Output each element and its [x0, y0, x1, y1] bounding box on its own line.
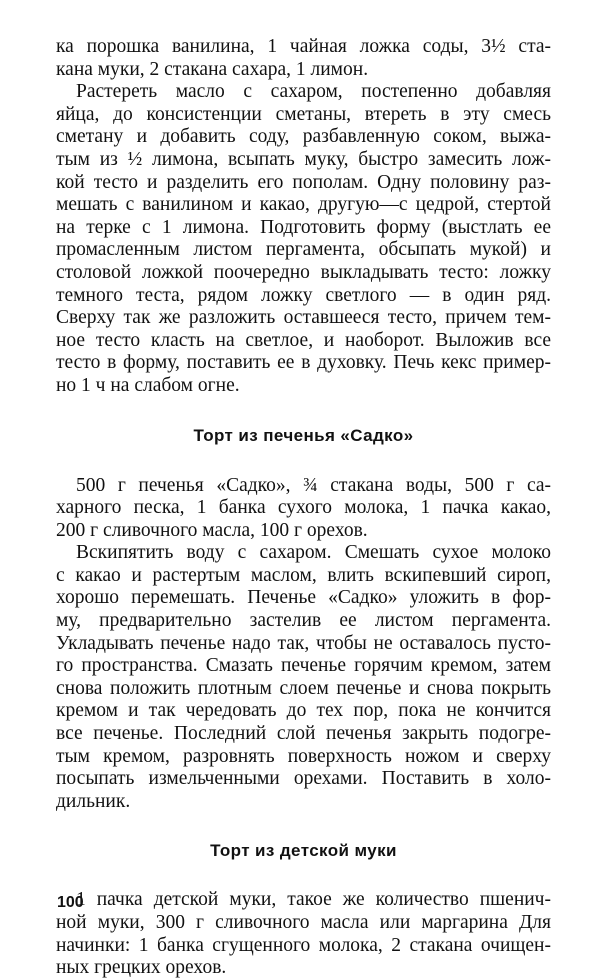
page-number: 100 — [57, 894, 84, 911]
text-line: ное тесто класть на светлое, и наоборот. Выложив все — [56, 329, 551, 351]
text-line: Вскипятить воду с сахаром. Смешать сухое молоко — [76, 542, 551, 564]
text-line: кой тесто и разделить его пополам. Одну половину раз- — [56, 171, 551, 193]
recipe-title-baby-flour: Торт из детской муки — [210, 841, 397, 861]
recipe-title-sadko: Торт из печенья «Садко» — [193, 425, 414, 445]
text-line: снова положить плотным слоем печенье и снова покрыть — [56, 677, 551, 699]
sadko-ingredients-paragraph — [56, 475, 551, 543]
text-line: ка порошка ванилина, 1 чайная ложка соды, 3½ ста- — [56, 36, 551, 57]
text-line: Укладывать печенье надо так, чтобы не оставалось пусто- — [56, 632, 551, 654]
text-line: на терке с 1 лимона. Подготовить форму (выстлать ее — [56, 216, 551, 238]
text-line: столовой ложкой поочередно выкладывать тесто: ложку — [56, 261, 551, 283]
sadko-method-paragraph — [56, 542, 551, 813]
text-line: но 1 ч на слабом огне. — [56, 374, 240, 396]
text-line: кремом и так чередовать до тех пор, пока не кончится — [56, 700, 551, 722]
text-line: Растереть масло с сахаром, постепенно добавляя — [76, 81, 551, 103]
baby-flour-ingredients-paragraph — [56, 889, 551, 979]
text-line: темного теста, рядом ложку светлого — в один ряд. — [56, 284, 551, 306]
text-line: начинки: 1 банка сгущенного молока, 2 стакана очищен- — [56, 934, 551, 956]
text-line: харного песка, 1 банка сухого молока, 1 пачка какао, — [56, 497, 551, 519]
text-line: ных грецких орехов. — [56, 957, 227, 979]
text-line: тесто в форму, поставить ее в духовку. Печь кекс пример- — [56, 352, 551, 374]
text-line: промасленным листом пергамента, обсыпать мукой) и — [56, 239, 551, 261]
intro-paragraph — [56, 36, 551, 81]
text-line: тым кремом, разровнять поверхность ножом и сверху — [56, 745, 551, 767]
text-line: яйца, до консистенции сметаны, втереть в эту смесь — [56, 103, 551, 125]
text-line: го пространства. Смазать печенье горячим кремом, затем — [56, 655, 551, 677]
text-line: посыпать измельченными орехами. Поставить в холо- — [56, 768, 551, 790]
text-line: тым из ½ лимона, всыпать муку, быстро замесить лож- — [56, 148, 551, 170]
text-line: му, предварительно застелив ее листом пергамента. — [56, 610, 551, 632]
text-line: 200 г сливочного масла, 100 г орехов. — [56, 519, 368, 541]
text-line: 500 г печенья «Садко», ¾ стакана воды, 500 г са- — [76, 474, 551, 496]
text-line: кана муки, 2 стакана сахара, 1 лимон. — [56, 58, 369, 80]
text-line: Сверху так же разложить оставшееся тесто, причем тем- — [56, 307, 551, 329]
text-line: дильник. — [56, 790, 131, 812]
text-line: 1 пачка детской муки, такое же количество пшенич- — [76, 889, 551, 911]
text-line: все печенье. Последний слой печенья закрыть подогре- — [56, 723, 551, 745]
text-line: ной муки, 300 г сливочного масла или маргарина Для — [56, 912, 551, 933]
method-paragraph — [56, 81, 551, 397]
text-line: сметану и добавить соду, разбавленную соком, выжа- — [56, 126, 551, 148]
text-line: хорошо перемешать. Печенье «Садко» уложить в фор- — [56, 587, 551, 609]
text-line: с какао и растертым маслом, влить вскипевший сироп, — [56, 564, 551, 586]
text-line: мешать с ванилином и какао, другую—с цедрой, стертой — [56, 194, 551, 216]
book-page — [56, 36, 551, 980]
